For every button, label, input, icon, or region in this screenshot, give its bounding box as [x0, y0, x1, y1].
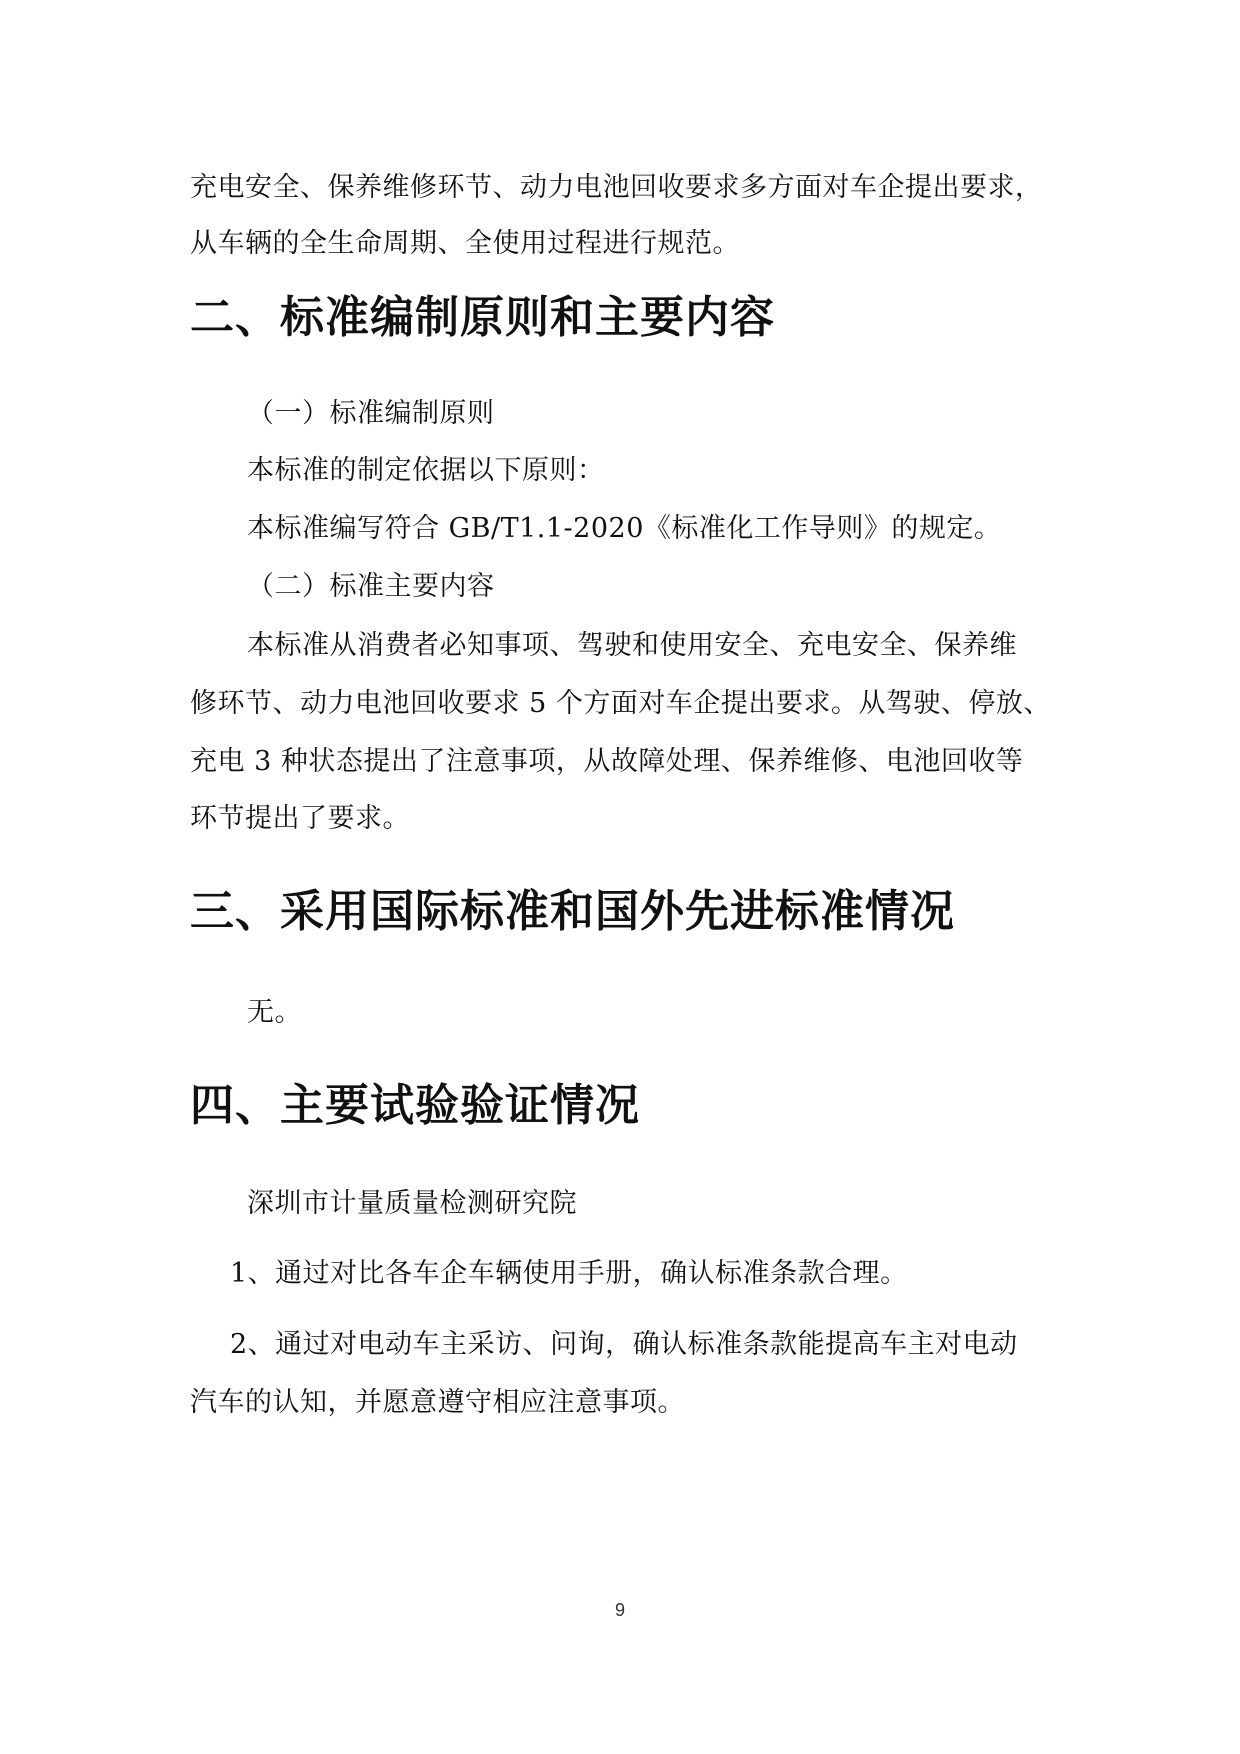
- section-heading-2: 二、标准编制原则和主要内容: [190, 292, 775, 343]
- paragraph-line: 环节提出了要求。: [190, 803, 410, 834]
- subheading-principles: （一）标准编制原则: [247, 398, 495, 429]
- paragraph-line: 汽车的认知，并愿意遵守相应注意事项。: [190, 1387, 685, 1418]
- paragraph-line: 从车辆的全生命周期、全使用过程进行规范。: [190, 228, 740, 259]
- subheading-main-content: （二）标准主要内容: [247, 571, 495, 602]
- paragraph-line: 充电安全、保养维修环节、动力电池回收要求多方面对车企提出要求，: [190, 172, 1043, 203]
- paragraph-line: 修环节、动力电池回收要求 5 个方面对车企提出要求。从驾驶、停放、: [190, 688, 1051, 719]
- page-number: 9: [614, 1600, 625, 1620]
- paragraph-line: 无。: [247, 997, 302, 1028]
- paragraph-line: 本标准从消费者必知事项、驾驶和使用安全、充电安全、保养维: [247, 630, 1017, 661]
- list-item: 1、通过对比各车企车辆使用手册，确认标准条款合理。: [230, 1258, 908, 1289]
- list-item: 2、通过对电动车主采访、问询，确认标准条款能提高车主对电动: [230, 1329, 1018, 1360]
- institute-name: 深圳市计量质量检测研究院: [247, 1188, 577, 1219]
- paragraph-line: 本标准编写符合 GB/T1.1-2020《标准化工作导则》的规定。: [247, 513, 1002, 544]
- paragraph-line: 本标准的制定依据以下原则：: [247, 455, 605, 486]
- paragraph-line: 充电 3 种状态提出了注意事项，从故障处理、保养维修、电池回收等: [190, 746, 1024, 777]
- section-heading-3: 三、采用国际标准和国外先进标准情况: [190, 886, 955, 937]
- section-heading-4: 四、主要试验验证情况: [190, 1080, 640, 1131]
